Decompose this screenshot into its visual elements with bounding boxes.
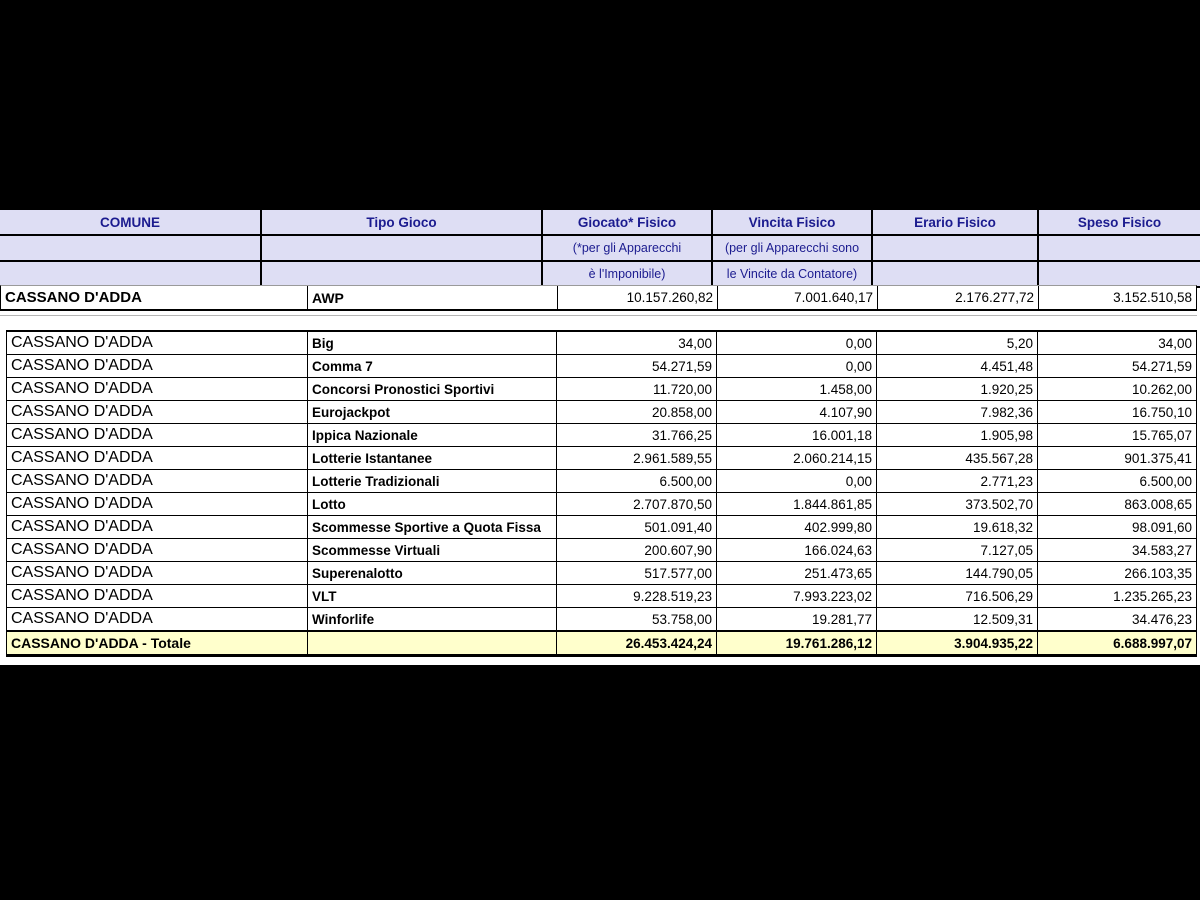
speso-cell: 901.375,41 (1124, 450, 1192, 466)
col-header-erario-fisico: Erario Fisico (873, 210, 1039, 234)
col-header-vincita-fisico: Vincita Fisico (713, 210, 873, 234)
erario-cell: 2.771,23 (877, 470, 1038, 492)
vincita-cell: 4.107,90 (717, 401, 877, 423)
speso-cell: 34.583,27 (1131, 542, 1192, 558)
header-empty-cell (0, 262, 262, 286)
header-empty-cell (1039, 262, 1200, 286)
table-row (7, 378, 1196, 401)
speso-cell: 54.271,59 (1131, 358, 1192, 374)
erario-cell: 12.509,31 (877, 608, 1038, 630)
giocato-cell: 20.858,00 (557, 401, 717, 423)
erario-cell: 435.567,28 (877, 447, 1038, 469)
vincita-cell: 16.001,18 (717, 424, 877, 446)
vincita-cell: 2.060.214,15 (717, 447, 877, 469)
header-note-row-1 (0, 234, 1200, 262)
giocato-cell: 2.961.589,55 (557, 447, 717, 469)
comune-cell: CASSANO D'ADDA (7, 585, 308, 607)
giocato-cell: 517.577,00 (557, 562, 717, 584)
erario-cell: 1.920,25 (877, 378, 1038, 400)
giocato-cell: 9.228.519,23 (557, 585, 717, 607)
speso-cell: 863.008,65 (1124, 496, 1192, 512)
speso-total-cell: 6.688.997,07 (1113, 635, 1192, 651)
tipo-gioco-cell: AWP (308, 286, 558, 309)
header-empty-cell (262, 262, 543, 286)
speso-cell: 15.765,07 (1131, 427, 1192, 443)
comune-cell: CASSANO D'ADDA (7, 401, 308, 423)
vincita-cell: 0,00 (717, 332, 877, 354)
table-header (0, 208, 1200, 288)
giocato-cell: 31.766,25 (557, 424, 717, 446)
comune-cell: CASSANO D'ADDA (7, 608, 308, 630)
tipo-gioco-cell: Winforlife (308, 608, 557, 630)
speso-cell: 6.500,00 (1139, 473, 1192, 489)
table-row (7, 401, 1196, 424)
header-note-row-2 (0, 262, 1200, 286)
header-empty-cell (262, 236, 543, 260)
vincita-cell: 0,00 (717, 470, 877, 492)
tipo-gioco-cell: Eurojackpot (308, 401, 557, 423)
table-row (7, 539, 1196, 562)
header-empty-cell (873, 236, 1039, 260)
erario-cell: 373.502,70 (877, 493, 1038, 515)
tipo-gioco-cell: Superenalotto (308, 562, 557, 584)
comune-cell: CASSANO D'ADDA (7, 447, 308, 469)
table-row (7, 332, 1196, 355)
table-row (7, 424, 1196, 447)
vincita-note-line1: (per gli Apparecchi sono (713, 236, 873, 260)
table-row-awp (0, 285, 1197, 311)
vincita-cell: 251.473,65 (717, 562, 877, 584)
table-row (7, 562, 1196, 585)
erario-cell: 144.790,05 (877, 562, 1038, 584)
comune-cell: CASSANO D'ADDA (7, 516, 308, 538)
header-empty-cell (1039, 236, 1200, 260)
vincita-cell: 402.999,80 (717, 516, 877, 538)
comune-cell: CASSANO D'ADDA (7, 424, 308, 446)
vincita-cell: 166.024,63 (717, 539, 877, 561)
separator-line (0, 315, 1197, 316)
col-header-giocato-fisico: Giocato* Fisico (543, 210, 713, 234)
speso-cell: 1.235.265,23 (1113, 588, 1192, 604)
giocato-note-line2: è l'Imponibile) (543, 262, 713, 286)
giocato-cell: 53.758,00 (557, 608, 717, 630)
vincita-cell: 7.001.640,17 (718, 286, 878, 309)
giocato-cell: 200.607,90 (557, 539, 717, 561)
table-body (6, 330, 1197, 657)
giocato-cell: 11.720,00 (557, 378, 717, 400)
vincita-cell: 19.281,77 (717, 608, 877, 630)
table-row-total (7, 632, 1196, 656)
vincita-cell: 1.458,00 (717, 378, 877, 400)
table-rows-container (7, 332, 1196, 632)
erario-cell: 1.905,98 (877, 424, 1038, 446)
speso-cell: 98.091,60 (1131, 519, 1192, 535)
comune-cell: CASSANO D'ADDA (1, 286, 308, 309)
comune-cell: CASSANO D'ADDA (7, 470, 308, 492)
erario-cell: 7.982,36 (877, 401, 1038, 423)
erario-cell: 2.176.277,72 (878, 286, 1039, 309)
speso-cell: 34.476,23 (1131, 611, 1192, 627)
col-header-tipo-gioco: Tipo Gioco (262, 210, 543, 234)
col-header-comune: COMUNE (0, 210, 262, 234)
giocato-cell: 2.707.870,50 (557, 493, 717, 515)
giocato-cell: 6.500,00 (557, 470, 717, 492)
erario-cell: 4.451,48 (877, 355, 1038, 377)
vincita-total-cell: 19.761.286,12 (717, 632, 877, 654)
tipo-gioco-cell: Scommesse Sportive a Quota Fissa (308, 516, 557, 538)
erario-cell: 5,20 (877, 332, 1038, 354)
tipo-gioco-cell: Lotterie Istantanee (308, 447, 557, 469)
total-label-cell: CASSANO D'ADDA - Totale (7, 632, 308, 654)
tipo-gioco-cell: Scommesse Virtuali (308, 539, 557, 561)
comune-cell: CASSANO D'ADDA (7, 539, 308, 561)
speso-cell: 266.103,35 (1124, 565, 1192, 581)
comune-cell: CASSANO D'ADDA (7, 562, 308, 584)
comune-cell: CASSANO D'ADDA (7, 493, 308, 515)
erario-cell: 716.506,29 (877, 585, 1038, 607)
erario-cell: 7.127,05 (877, 539, 1038, 561)
table-row (7, 516, 1196, 539)
tipo-gioco-cell: Comma 7 (308, 355, 557, 377)
speso-cell: 10.262,00 (1131, 381, 1192, 397)
vincita-note-line2: le Vincite da Contatore) (713, 262, 873, 286)
tipo-gioco-cell: VLT (308, 585, 557, 607)
speso-cell: 34,00 (1158, 335, 1192, 351)
comune-cell: CASSANO D'ADDA (7, 355, 308, 377)
tipo-gioco-cell: Lotto (308, 493, 557, 515)
giocato-note-line1: (*per gli Apparecchi (543, 236, 713, 260)
tipo-gioco-cell (308, 632, 557, 654)
header-empty-cell (0, 236, 262, 260)
table-row (7, 493, 1196, 516)
erario-cell: 19.618,32 (877, 516, 1038, 538)
table-row (7, 447, 1196, 470)
table-row (7, 470, 1196, 493)
bottom-letterbox (0, 665, 1200, 900)
top-letterbox (0, 0, 1200, 208)
giocato-cell: 501.091,40 (557, 516, 717, 538)
comune-cell: CASSANO D'ADDA (7, 332, 308, 354)
tipo-gioco-cell: Concorsi Pronostici Sportivi (308, 378, 557, 400)
tipo-gioco-cell: Ippica Nazionale (308, 424, 557, 446)
speso-cell: 16.750,10 (1131, 404, 1192, 420)
comune-cell: CASSANO D'ADDA (7, 378, 308, 400)
tipo-gioco-cell: Big (308, 332, 557, 354)
table-row (7, 585, 1196, 608)
vincita-cell: 0,00 (717, 355, 877, 377)
giocato-cell: 54.271,59 (557, 355, 717, 377)
header-title-row (0, 210, 1200, 234)
header-empty-cell (873, 262, 1039, 286)
giocato-cell: 10.157.260,82 (558, 286, 718, 309)
col-header-speso-fisico: Speso Fisico (1077, 214, 1162, 230)
vincita-cell: 7.993.223,02 (717, 585, 877, 607)
speso-cell: 3.152.510,58 (1113, 290, 1192, 305)
tipo-gioco-cell: Lotterie Tradizionali (308, 470, 557, 492)
giocato-cell: 34,00 (557, 332, 717, 354)
erario-total-cell: 3.904.935,22 (877, 632, 1038, 654)
table-row (7, 355, 1196, 378)
vincita-cell: 1.844.861,85 (717, 493, 877, 515)
giocato-total-cell: 26.453.424,24 (557, 632, 717, 654)
table-row (7, 608, 1196, 632)
